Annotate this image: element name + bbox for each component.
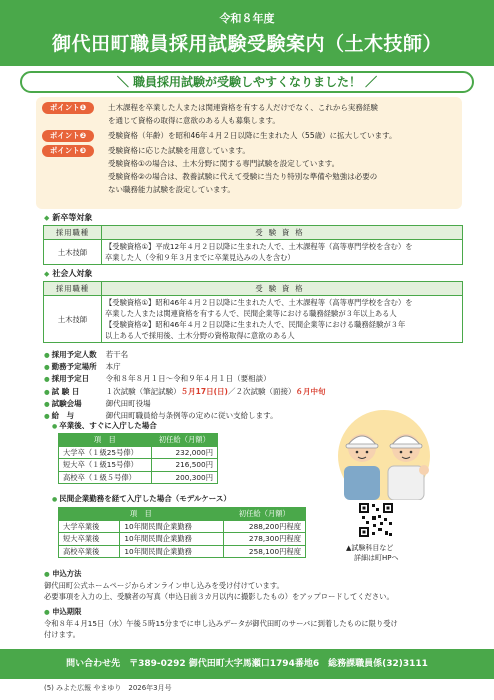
salary-new-table [58,433,218,484]
col-header: 初任給（月額） [223,508,305,521]
info-row: ● 試験会場 御代田町役場 [44,398,151,408]
table-row [59,520,306,533]
table-cell: 10年間民間企業勤務 [120,533,223,546]
apply-method-title: ● 申込方法 [44,569,82,578]
table-cell: 200,300円 [151,471,217,484]
info-value: 本庁 [105,362,121,372]
point-line: ない職務能力試験を設定しています。 [108,185,235,194]
point-text-1 [108,101,453,127]
point-line: 受験資格②の場合は、教養試験に代えて受験に当たり特別な準備や勉強は必要の [108,172,378,181]
qr-code[interactable] [358,502,394,538]
col-header: 採用職種 [44,282,102,296]
salary-mid-table [58,507,306,558]
exam-date-2: ６月中旬 [295,386,326,396]
header [0,0,494,66]
point-text-3 [108,144,453,196]
apply-line: 必要事項を入力の上、受験者の写真（申込日前３カ月以内に撮影したもの）をアップロードしてください。 [44,592,394,601]
info-key: 採用予定日 [51,374,90,384]
info-value: 御代田町職員給与条例等の定めに従い支給します。 [105,411,278,421]
table-cell: 288,200円程度 [223,520,305,533]
job-cell: 土木技師 [44,240,102,265]
cell-line: 卒業した人（令和９年３月までに卒業見込みの人を含む） [105,253,295,262]
table-cell: 10年間民間企業勤務 [120,520,223,533]
info-value: ／２次試験（面接） [227,386,296,396]
cell-line: 【受験資格①】平成12年４月２日以降に生まれた人で、土木課程等（高等専門学校を含む）を [105,242,413,251]
point-badge-1: ポイント❶ [42,102,94,114]
points-box [36,97,462,209]
col-header: 受験資格 [102,282,463,296]
table-row [59,446,218,459]
info-key: 採用予定人数 [51,350,97,359]
info-key: 試験会場 [51,398,82,408]
qualification-cell [102,240,463,265]
qr-caption-line: ▲試験科目など [346,544,394,552]
info-value: 若干名 [105,350,129,359]
salary-new-title-text: 卒業後、すぐに入庁した場合 [59,421,157,430]
point-line: 土木課程を卒業した人または関連資格を有する人だけでなく、これから実務経験 [108,103,378,112]
table-row [59,459,218,472]
info-row: ● 勤務予定場所 本庁 [44,362,121,372]
table-row [59,471,218,484]
apply-line: 御代田町公式ホームページからオンライン申し込みを受け付けています。 [44,581,284,590]
qr-caption-line: 詳細は町HPへ [354,554,399,562]
page-title: 御代田町職員採用試験受験案内（土木技師） [51,33,442,55]
info-row: ● 給 与 御代田町職員給与条例等の定めに従い支給します。 [44,411,278,421]
info-value: １次試験（筆記試験） [105,386,181,396]
new-grad-table [43,225,463,265]
qr-caption [346,543,399,563]
deadline-line: 付けます。 [44,630,80,639]
table-row [44,240,463,265]
apply-deadline-title-text: 申込期限 [52,607,82,616]
info-row: ● 採用予定人数 若干名 [44,350,129,359]
exam-date-1: ５月17日(日) [180,386,228,396]
banner: ＼ 職員採用試験が受験しやすくなりました！ ／ [20,71,474,93]
mid-career-label: ◆ 社会人対象 [44,269,93,278]
cell-line: 【受験資格①】昭和46年４月２日以降に生まれた人で、土木課程等（高等専門学校を含む）を [105,298,413,307]
table-cell: 高校卒業後 [59,545,120,558]
salary-new-title: ● 卒業後、すぐに入庁した場合 [52,421,157,430]
header-year: 令和８年度 [219,12,275,25]
point-line: 受験資格（年齢）を昭和46年４月２日以降に生まれた人（55歳）に拡大しています。 [108,131,397,140]
info-value: 御代田町役場 [105,398,151,408]
info-key: 給 与 [51,411,75,421]
info-key: 勤務予定場所 [51,362,97,372]
table-cell: 短大卒（１級15号俸） [59,459,152,472]
qualification-cell [102,296,463,343]
point-badge-2: ポイント❷ [42,130,94,142]
point-line: を通じて資格の取得に意欲のある人も募集します。 [108,116,280,125]
col-header: 採用職種 [44,226,102,240]
col-header: 項 目 [59,434,152,447]
apply-deadline [44,606,464,640]
point-badge-3: ポイント❸ [42,145,94,157]
info-row: ● 採用予定日 令和８年８月１日～令和９年４月１日（要相談） [44,374,271,384]
col-header: 受験資格 [102,226,463,240]
table-cell: 短大卒業後 [59,533,120,546]
table-cell: 10年間民間企業勤務 [120,545,223,558]
info-list [44,349,325,422]
contact-footer: 問い合わせ先 〒389-0292 御代田町大字馬瀬口1794番地6 総務課職員係(32)3111 [0,649,494,679]
salary-mid-title: ● 民間企業勤務を経て入庁した場合（モデルケース） [52,494,231,503]
col-header: 項 目 [59,508,224,521]
point-text-2 [108,129,453,142]
mid-career-table [43,281,463,343]
mid-career-label-text: 社会人対象 [52,269,93,278]
col-header: 初任給（月額） [151,434,217,447]
apply-method-title-text: 申込方法 [52,569,82,578]
point-line: 受験資格に応じた試験を用意しています。 [108,146,250,155]
table-row [59,545,306,558]
cell-line: 【受験資格②】昭和46年４月２日以降に生まれた人で、民間企業等における職務経験が３年 [105,320,406,329]
cell-line: 以上ある人で採用後、土木分野の資格取得に意欲のある人 [105,331,295,340]
page-footer: (5) みよた広報 やまゆり 2026年3月号 [44,684,172,692]
apply-deadline-title: ● 申込期限 [44,607,82,616]
table-cell: 258,100円程度 [223,545,305,558]
table-cell: 232,000円 [151,446,217,459]
table-row [44,296,463,343]
table-cell: 大学卒（１級25号俸） [59,446,152,459]
job-cell: 土木技師 [44,296,102,343]
engineers-illustration [326,404,442,500]
table-cell: 216,500円 [151,459,217,472]
salary-mid-title-text: 民間企業勤務を経て入庁した場合（モデルケース） [59,494,231,503]
table-cell: 278,300円程度 [223,533,305,546]
table-row [59,533,306,546]
new-grad-label: ◆ 新卒等対象 [44,213,93,222]
apply-method [44,568,464,602]
info-value: 令和８年８月１日～令和９年４月１日（要相談） [105,374,271,384]
deadline-line: 令和８年４月15日（水）午後５時15分までに申し込みデータが御代田町のサーバに到着したものに限り受け [44,619,398,628]
cell-line: 卒業した人または関連資格を有する人で、民間企業等における職務経験が３年以上ある人 [105,309,397,318]
info-row: ● 試 験 日 １次試験（筆記試験）５月17日(日)／２次試験（面接）６月中旬 [44,386,326,396]
new-grad-label-text: 新卒等対象 [52,213,93,222]
table-cell: 大学卒業後 [59,520,120,533]
point-line: 受験資格①の場合は、土木分野に関する専門試験を設定しています。 [108,159,340,168]
info-key: 試 験 日 [51,386,80,396]
table-cell: 高校卒（１級５号俸） [59,471,152,484]
